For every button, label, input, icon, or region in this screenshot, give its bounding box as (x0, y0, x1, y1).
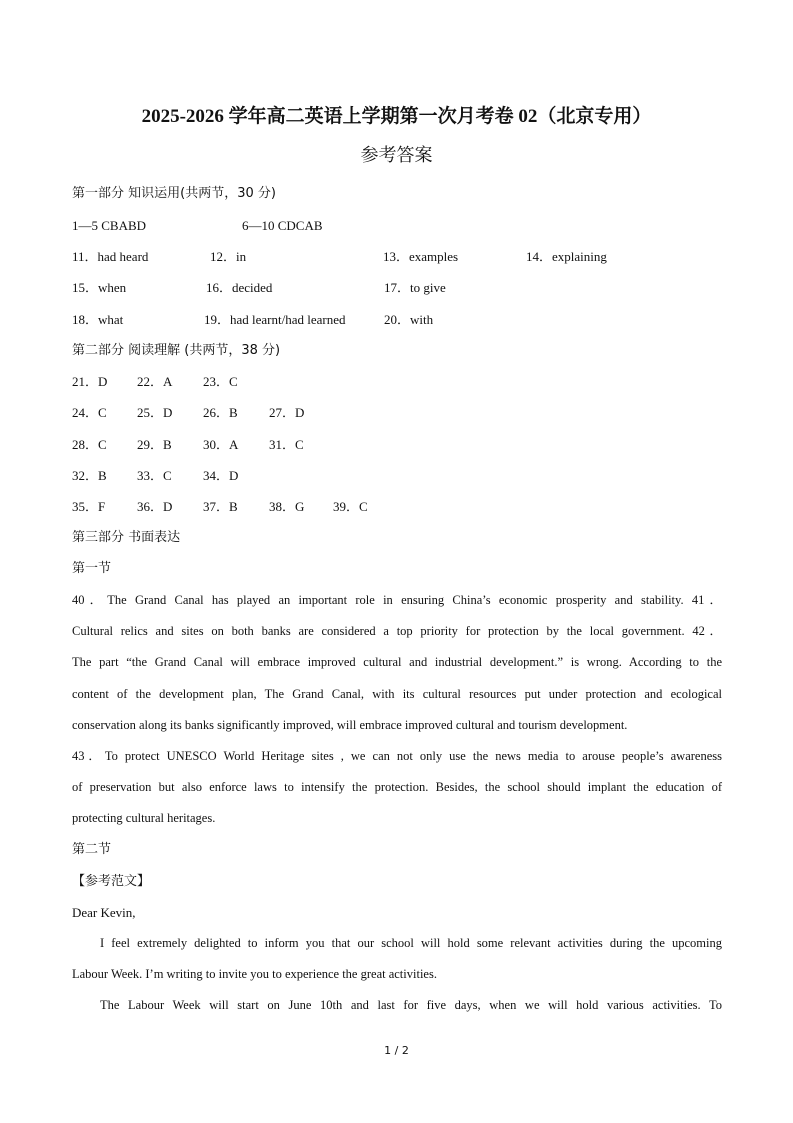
answer-35: 35．F (72, 499, 106, 514)
text-line: 40．The Grand Canal has played an important role in ensuring China’s economic prosperity and stability. 41． (72, 593, 722, 607)
answers-40-42 (72, 585, 722, 741)
answer-31: 31．C (269, 437, 304, 452)
answer-36: 36．D (137, 499, 173, 514)
section-2-heading: 第二节 (72, 842, 112, 857)
text-line: The Labour Week will start on June 10th and last for five days, when we will hold various activities. To (100, 998, 722, 1012)
answer-29: 29．B (137, 437, 172, 452)
answer-23: 23．C (203, 374, 238, 389)
answer-11: 11．had heard (72, 249, 149, 264)
part1-heading: 第一部分 知识运用(共两节，30 分) (72, 186, 276, 201)
letter-greeting: Dear Kevin, (72, 905, 136, 920)
part2-heading: 第二部分 阅读理解 (共两节，38 分) (72, 343, 281, 358)
answer-27: 27．D (269, 405, 305, 420)
text-line: The part “the Grand Canal will embrace improved cultural and industrial development.” is wrong. According to the (72, 655, 722, 670)
letter-paragraph-2 (72, 990, 722, 1021)
answer-13: 13．examples (383, 249, 459, 264)
text-line: of preservation but also enforce laws to intensify the protection. Besides, the school should implant the education of (72, 780, 722, 795)
answer-43 (72, 741, 722, 835)
section-1-heading: 第一节 (72, 561, 112, 576)
text-line: content of the development plan, The Grand Canal, with its cultural resources put under protection and ecological (72, 686, 722, 701)
answer-25: 25．D (137, 405, 173, 420)
answer-6-10: 6—10 CDCAB (242, 218, 323, 233)
text-line: conservation along its banks significantly improved, will embrace improved cultural and tourism development. (72, 717, 628, 732)
answer-12: 12．in (210, 249, 247, 264)
answer-20: 20．with (384, 312, 434, 327)
answer-38: 38．G (269, 499, 305, 514)
answer-37: 37．B (203, 499, 238, 514)
text-line: Cultural relics and sites on both banks are considered a top priority for protection by the local government. 42． (72, 624, 722, 639)
page-title: 2025-2026 学年高二英语上学期第一次月考卷 02（北京专用） (141, 106, 652, 127)
answer-15: 15．when (72, 280, 127, 295)
answer-22: 22．A (137, 374, 173, 389)
answer-26: 26．B (203, 405, 238, 420)
text-line: protecting cultural heritages. (72, 811, 216, 826)
text-line: I feel extremely delighted to inform you that our school will hold some relevant activities during the upcoming (100, 936, 722, 950)
text-line: 43．To protect UNESCO World Heritage sites , we can not only use the news media to arouse people’s awareness (72, 749, 722, 763)
answer-18: 18．what (72, 312, 124, 327)
text-line: Labour Week. I’m writing to invite you to experience the great activities. (72, 967, 437, 982)
page-number: 1 / 2 (384, 1044, 409, 1057)
answer-14: 14．explaining (526, 249, 607, 264)
answer-19: 19．had learnt/had learned (204, 312, 346, 327)
page-subtitle: 参考答案 (360, 145, 433, 166)
answer-1-5: 1—5 CBABD (72, 218, 147, 233)
part3-heading: 第三部分 书面表达 (72, 530, 181, 545)
sample-essay-label: 【参考范文】 (72, 874, 151, 889)
answer-28: 28．C (72, 437, 107, 452)
answer-24: 24．C (72, 405, 107, 420)
answer-30: 30．A (203, 437, 239, 452)
answer-17: 17．to give (384, 280, 446, 295)
answer-16: 16．decided (206, 280, 273, 295)
answer-21: 21．D (72, 374, 108, 389)
answer-32: 32．B (72, 468, 107, 483)
answer-33: 33．C (137, 468, 172, 483)
answer-39: 39．C (333, 499, 368, 514)
letter-paragraph-1 (72, 928, 722, 990)
answer-34: 34．D (203, 468, 239, 483)
